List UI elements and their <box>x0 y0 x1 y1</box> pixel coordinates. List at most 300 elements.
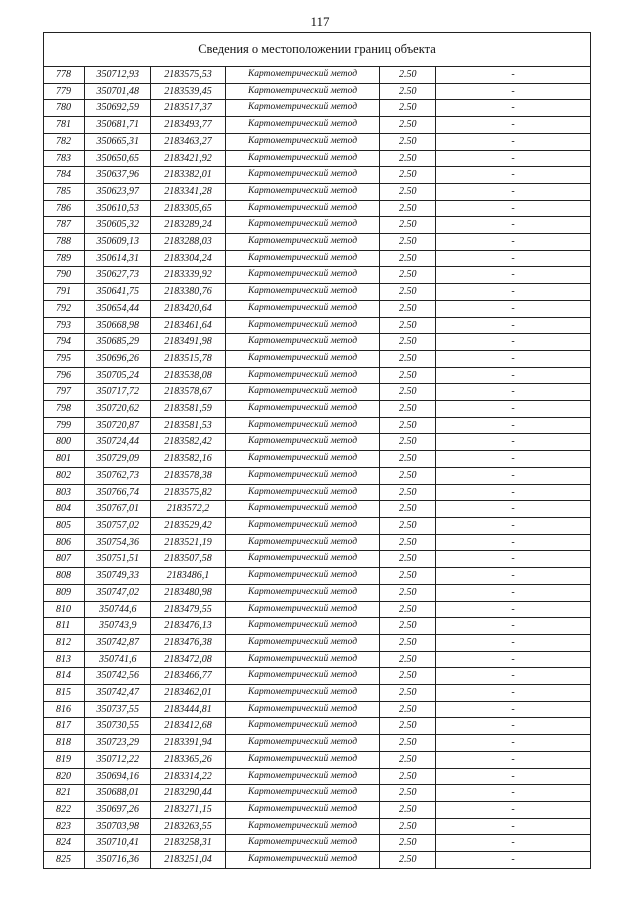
accuracy-cell: 2.50 <box>380 751 436 768</box>
method-cell: Картометрический метод <box>225 601 380 618</box>
x-coordinate-cell: 350724,44 <box>85 434 151 451</box>
y-coordinate-cell: 2183581,59 <box>151 401 225 418</box>
point-number-cell: 781 <box>44 117 85 134</box>
description-cell: - <box>436 83 591 100</box>
description-cell: - <box>436 668 591 685</box>
description-cell: - <box>436 718 591 735</box>
point-number-cell: 803 <box>44 484 85 501</box>
description-cell: - <box>436 785 591 802</box>
description-cell: - <box>436 568 591 585</box>
accuracy-cell: 2.50 <box>380 484 436 501</box>
y-coordinate-cell: 2183515,78 <box>151 350 225 367</box>
x-coordinate-cell: 350614,31 <box>85 250 151 267</box>
x-coordinate-cell: 350627,73 <box>85 267 151 284</box>
y-coordinate-cell: 2183491,98 <box>151 334 225 351</box>
accuracy-cell: 2.50 <box>380 250 436 267</box>
table-row <box>44 250 591 267</box>
description-cell: - <box>436 685 591 702</box>
method-cell: Картометрический метод <box>225 785 380 802</box>
y-coordinate-cell: 2183420,64 <box>151 300 225 317</box>
x-coordinate-cell: 350712,93 <box>85 67 151 84</box>
y-coordinate-cell: 2183290,44 <box>151 785 225 802</box>
description-cell: - <box>436 852 591 869</box>
point-number-cell: 793 <box>44 317 85 334</box>
x-coordinate-cell: 350737,55 <box>85 701 151 718</box>
point-number-cell: 795 <box>44 350 85 367</box>
description-cell: - <box>436 367 591 384</box>
description-cell: - <box>436 150 591 167</box>
point-number-cell: 824 <box>44 835 85 852</box>
x-coordinate-cell: 350710,41 <box>85 835 151 852</box>
point-number-cell: 802 <box>44 467 85 484</box>
description-cell: - <box>436 801 591 818</box>
method-cell: Картометрический метод <box>225 451 380 468</box>
table-row <box>44 668 591 685</box>
accuracy-cell: 2.50 <box>380 668 436 685</box>
accuracy-cell: 2.50 <box>380 601 436 618</box>
table-row <box>44 534 591 551</box>
y-coordinate-cell: 2183578,38 <box>151 467 225 484</box>
method-cell: Картометрический метод <box>225 384 380 401</box>
point-number-cell: 821 <box>44 785 85 802</box>
description-cell: - <box>436 768 591 785</box>
description-cell: - <box>436 534 591 551</box>
point-number-cell: 797 <box>44 384 85 401</box>
y-coordinate-cell: 2183314,22 <box>151 768 225 785</box>
point-number-cell: 811 <box>44 618 85 635</box>
page-number: 117 <box>310 14 330 29</box>
accuracy-cell: 2.50 <box>380 83 436 100</box>
accuracy-cell: 2.50 <box>380 234 436 251</box>
table-row <box>44 785 591 802</box>
method-cell: Картометрический метод <box>225 417 380 434</box>
point-number-cell: 799 <box>44 417 85 434</box>
accuracy-cell: 2.50 <box>380 801 436 818</box>
y-coordinate-cell: 2183271,15 <box>151 801 225 818</box>
point-number-cell: 808 <box>44 568 85 585</box>
table-row <box>44 517 591 534</box>
x-coordinate-cell: 350744,6 <box>85 601 151 618</box>
description-cell: - <box>436 417 591 434</box>
x-coordinate-cell: 350712,22 <box>85 751 151 768</box>
x-coordinate-cell: 350623,97 <box>85 183 151 200</box>
description-cell: - <box>436 501 591 518</box>
y-coordinate-cell: 2183421,92 <box>151 150 225 167</box>
y-coordinate-cell: 2183391,94 <box>151 735 225 752</box>
table-row <box>44 150 591 167</box>
method-cell: Картометрический метод <box>225 183 380 200</box>
accuracy-cell: 2.50 <box>380 367 436 384</box>
method-cell: Картометрический метод <box>225 117 380 134</box>
x-coordinate-cell: 350730,55 <box>85 718 151 735</box>
table-row <box>44 618 591 635</box>
x-coordinate-cell: 350697,26 <box>85 801 151 818</box>
y-coordinate-cell: 2183463,27 <box>151 133 225 150</box>
point-number-cell: 790 <box>44 267 85 284</box>
x-coordinate-cell: 350605,32 <box>85 217 151 234</box>
point-number-cell: 794 <box>44 334 85 351</box>
x-coordinate-cell: 350742,56 <box>85 668 151 685</box>
y-coordinate-cell: 2183493,77 <box>151 117 225 134</box>
x-coordinate-cell: 350743,9 <box>85 618 151 635</box>
y-coordinate-cell: 2183263,55 <box>151 818 225 835</box>
description-cell: - <box>436 401 591 418</box>
description-cell: - <box>436 183 591 200</box>
table-row <box>44 217 591 234</box>
point-number-cell: 817 <box>44 718 85 735</box>
point-number-cell: 784 <box>44 167 85 184</box>
x-coordinate-cell: 350767,01 <box>85 501 151 518</box>
table-row <box>44 735 591 752</box>
x-coordinate-cell: 350654,44 <box>85 300 151 317</box>
description-cell: - <box>436 317 591 334</box>
y-coordinate-cell: 2183412,68 <box>151 718 225 735</box>
accuracy-cell: 2.50 <box>380 835 436 852</box>
x-coordinate-cell: 350681,71 <box>85 117 151 134</box>
description-cell: - <box>436 735 591 752</box>
table-row <box>44 852 591 869</box>
accuracy-cell: 2.50 <box>380 634 436 651</box>
accuracy-cell: 2.50 <box>380 401 436 418</box>
accuracy-cell: 2.50 <box>380 117 436 134</box>
method-cell: Картометрический метод <box>225 768 380 785</box>
accuracy-cell: 2.50 <box>380 785 436 802</box>
table-row <box>44 350 591 367</box>
method-cell: Картометрический метод <box>225 200 380 217</box>
method-cell: Картометрический метод <box>225 234 380 251</box>
y-coordinate-cell: 2183529,42 <box>151 517 225 534</box>
y-coordinate-cell: 2183341,28 <box>151 183 225 200</box>
accuracy-cell: 2.50 <box>380 768 436 785</box>
description-cell: - <box>436 484 591 501</box>
method-cell: Картометрический метод <box>225 618 380 635</box>
accuracy-cell: 2.50 <box>380 618 436 635</box>
point-number-cell: 796 <box>44 367 85 384</box>
description-cell: - <box>436 117 591 134</box>
description-cell: - <box>436 434 591 451</box>
table-title: Сведения о местоположении границ объекта <box>44 33 591 67</box>
x-coordinate-cell: 350747,02 <box>85 584 151 601</box>
table-row <box>44 133 591 150</box>
x-coordinate-cell: 350668,98 <box>85 317 151 334</box>
accuracy-cell: 2.50 <box>380 267 436 284</box>
table-row <box>44 434 591 451</box>
table-row <box>44 384 591 401</box>
method-cell: Картометрический метод <box>225 685 380 702</box>
x-coordinate-cell: 350703,98 <box>85 818 151 835</box>
y-coordinate-cell: 2183575,82 <box>151 484 225 501</box>
table-row <box>44 401 591 418</box>
table-row <box>44 701 591 718</box>
description-cell: - <box>436 67 591 84</box>
accuracy-cell: 2.50 <box>380 584 436 601</box>
x-coordinate-cell: 350694,16 <box>85 768 151 785</box>
table-row <box>44 200 591 217</box>
table-body <box>44 67 591 869</box>
method-cell: Картометрический метод <box>225 167 380 184</box>
table-row <box>44 467 591 484</box>
x-coordinate-cell: 350749,33 <box>85 568 151 585</box>
x-coordinate-cell: 350637,96 <box>85 167 151 184</box>
x-coordinate-cell: 350742,87 <box>85 634 151 651</box>
table-row <box>44 801 591 818</box>
point-number-cell: 810 <box>44 601 85 618</box>
description-cell: - <box>436 701 591 718</box>
method-cell: Картометрический метод <box>225 718 380 735</box>
method-cell: Картометрический метод <box>225 568 380 585</box>
method-cell: Картометрический метод <box>225 651 380 668</box>
x-coordinate-cell: 350641,75 <box>85 284 151 301</box>
point-number-cell: 792 <box>44 300 85 317</box>
table-row <box>44 768 591 785</box>
y-coordinate-cell: 2183466,77 <box>151 668 225 685</box>
table-row <box>44 601 591 618</box>
description-cell: - <box>436 601 591 618</box>
table-row <box>44 267 591 284</box>
table-row <box>44 234 591 251</box>
description-cell: - <box>436 234 591 251</box>
y-coordinate-cell: 2183339,92 <box>151 267 225 284</box>
accuracy-cell: 2.50 <box>380 67 436 84</box>
x-coordinate-cell: 350751,51 <box>85 551 151 568</box>
point-number-cell: 820 <box>44 768 85 785</box>
description-cell: - <box>436 133 591 150</box>
table-row <box>44 67 591 84</box>
method-cell: Картометрический метод <box>225 634 380 651</box>
y-coordinate-cell: 2183476,38 <box>151 634 225 651</box>
description-cell: - <box>436 384 591 401</box>
y-coordinate-cell: 2183289,24 <box>151 217 225 234</box>
accuracy-cell: 2.50 <box>380 718 436 735</box>
table-row <box>44 183 591 200</box>
table-row <box>44 685 591 702</box>
y-coordinate-cell: 2183581,53 <box>151 417 225 434</box>
point-number-cell: 825 <box>44 852 85 869</box>
method-cell: Картометрический метод <box>225 267 380 284</box>
x-coordinate-cell: 350696,26 <box>85 350 151 367</box>
point-number-cell: 787 <box>44 217 85 234</box>
description-cell: - <box>436 334 591 351</box>
y-coordinate-cell: 2183472,08 <box>151 651 225 668</box>
accuracy-cell: 2.50 <box>380 317 436 334</box>
x-coordinate-cell: 350741,6 <box>85 651 151 668</box>
accuracy-cell: 2.50 <box>380 685 436 702</box>
table-row <box>44 651 591 668</box>
accuracy-cell: 2.50 <box>380 150 436 167</box>
x-coordinate-cell: 350723,29 <box>85 735 151 752</box>
accuracy-cell: 2.50 <box>380 300 436 317</box>
accuracy-cell: 2.50 <box>380 501 436 518</box>
point-number-cell: 778 <box>44 67 85 84</box>
x-coordinate-cell: 350688,01 <box>85 785 151 802</box>
point-number-cell: 785 <box>44 183 85 200</box>
accuracy-cell: 2.50 <box>380 417 436 434</box>
x-coordinate-cell: 350701,48 <box>85 83 151 100</box>
point-number-cell: 786 <box>44 200 85 217</box>
method-cell: Картометрический метод <box>225 350 380 367</box>
table-row <box>44 367 591 384</box>
point-number-cell: 798 <box>44 401 85 418</box>
method-cell: Картометрический метод <box>225 67 380 84</box>
table-row <box>44 568 591 585</box>
description-cell: - <box>436 467 591 484</box>
accuracy-cell: 2.50 <box>380 818 436 835</box>
method-cell: Картометрический метод <box>225 751 380 768</box>
y-coordinate-cell: 2183572,2 <box>151 501 225 518</box>
x-coordinate-cell: 350717,72 <box>85 384 151 401</box>
description-cell: - <box>436 651 591 668</box>
x-coordinate-cell: 350720,62 <box>85 401 151 418</box>
description-cell: - <box>436 100 591 117</box>
point-number-cell: 806 <box>44 534 85 551</box>
x-coordinate-cell: 350705,24 <box>85 367 151 384</box>
point-number-cell: 804 <box>44 501 85 518</box>
y-coordinate-cell: 2183462,01 <box>151 685 225 702</box>
point-number-cell: 805 <box>44 517 85 534</box>
description-cell: - <box>436 584 591 601</box>
x-coordinate-cell: 350729,09 <box>85 451 151 468</box>
accuracy-cell: 2.50 <box>380 701 436 718</box>
point-number-cell: 815 <box>44 685 85 702</box>
table-row <box>44 284 591 301</box>
point-number-cell: 822 <box>44 801 85 818</box>
y-coordinate-cell: 2183479,55 <box>151 601 225 618</box>
method-cell: Картометрический метод <box>225 852 380 869</box>
method-cell: Картометрический метод <box>225 668 380 685</box>
accuracy-cell: 2.50 <box>380 434 436 451</box>
x-coordinate-cell: 350762,73 <box>85 467 151 484</box>
point-number-cell: 801 <box>44 451 85 468</box>
x-coordinate-cell: 350754,36 <box>85 534 151 551</box>
table-row <box>44 417 591 434</box>
method-cell: Картометрический метод <box>225 133 380 150</box>
method-cell: Картометрический метод <box>225 401 380 418</box>
point-number-cell: 819 <box>44 751 85 768</box>
accuracy-cell: 2.50 <box>380 852 436 869</box>
point-number-cell: 812 <box>44 634 85 651</box>
y-coordinate-cell: 2183251,04 <box>151 852 225 869</box>
description-cell: - <box>436 451 591 468</box>
method-cell: Картометрический метод <box>225 467 380 484</box>
table-row <box>44 83 591 100</box>
description-cell: - <box>436 300 591 317</box>
y-coordinate-cell: 2183480,98 <box>151 584 225 601</box>
accuracy-cell: 2.50 <box>380 334 436 351</box>
x-coordinate-cell: 350716,36 <box>85 852 151 869</box>
table-title-row <box>44 33 591 67</box>
method-cell: Картометрический метод <box>225 818 380 835</box>
point-number-cell: 779 <box>44 83 85 100</box>
table-row <box>44 451 591 468</box>
accuracy-cell: 2.50 <box>380 517 436 534</box>
accuracy-cell: 2.50 <box>380 534 436 551</box>
x-coordinate-cell: 350650,65 <box>85 150 151 167</box>
y-coordinate-cell: 2183538,08 <box>151 367 225 384</box>
method-cell: Картометрический метод <box>225 317 380 334</box>
point-number-cell: 791 <box>44 284 85 301</box>
point-number-cell: 783 <box>44 150 85 167</box>
y-coordinate-cell: 2183521,19 <box>151 534 225 551</box>
y-coordinate-cell: 2183380,76 <box>151 284 225 301</box>
x-coordinate-cell: 350766,74 <box>85 484 151 501</box>
x-coordinate-cell: 350610,53 <box>85 200 151 217</box>
x-coordinate-cell: 350742,47 <box>85 685 151 702</box>
method-cell: Картометрический метод <box>225 83 380 100</box>
method-cell: Картометрический метод <box>225 150 380 167</box>
description-cell: - <box>436 267 591 284</box>
y-coordinate-cell: 2183578,67 <box>151 384 225 401</box>
description-cell: - <box>436 350 591 367</box>
description-cell: - <box>436 835 591 852</box>
method-cell: Картометрический метод <box>225 334 380 351</box>
y-coordinate-cell: 2183476,13 <box>151 618 225 635</box>
accuracy-cell: 2.50 <box>380 200 436 217</box>
table-row <box>44 835 591 852</box>
accuracy-cell: 2.50 <box>380 735 436 752</box>
y-coordinate-cell: 2183382,01 <box>151 167 225 184</box>
accuracy-cell: 2.50 <box>380 183 436 200</box>
point-number-cell: 816 <box>44 701 85 718</box>
y-coordinate-cell: 2183582,16 <box>151 451 225 468</box>
method-cell: Картометрический метод <box>225 801 380 818</box>
y-coordinate-cell: 2183304,24 <box>151 250 225 267</box>
point-number-cell: 780 <box>44 100 85 117</box>
description-cell: - <box>436 517 591 534</box>
point-number-cell: 823 <box>44 818 85 835</box>
x-coordinate-cell: 350685,29 <box>85 334 151 351</box>
description-cell: - <box>436 551 591 568</box>
table-row <box>44 317 591 334</box>
accuracy-cell: 2.50 <box>380 651 436 668</box>
table-row <box>44 634 591 651</box>
point-number-cell: 814 <box>44 668 85 685</box>
table-row <box>44 551 591 568</box>
point-number-cell: 818 <box>44 735 85 752</box>
accuracy-cell: 2.50 <box>380 551 436 568</box>
method-cell: Картометрический метод <box>225 835 380 852</box>
accuracy-cell: 2.50 <box>380 384 436 401</box>
x-coordinate-cell: 350609,13 <box>85 234 151 251</box>
method-cell: Картометрический метод <box>225 501 380 518</box>
table-row <box>44 334 591 351</box>
y-coordinate-cell: 2183539,45 <box>151 83 225 100</box>
accuracy-cell: 2.50 <box>380 350 436 367</box>
description-cell: - <box>436 618 591 635</box>
table-row <box>44 584 591 601</box>
table-row <box>44 818 591 835</box>
method-cell: Картометрический метод <box>225 300 380 317</box>
accuracy-cell: 2.50 <box>380 451 436 468</box>
boundary-coordinates-table <box>43 32 591 869</box>
y-coordinate-cell: 2183507,58 <box>151 551 225 568</box>
point-number-cell: 800 <box>44 434 85 451</box>
accuracy-cell: 2.50 <box>380 284 436 301</box>
y-coordinate-cell: 2183517,37 <box>151 100 225 117</box>
description-cell: - <box>436 200 591 217</box>
table-row <box>44 751 591 768</box>
point-number-cell: 789 <box>44 250 85 267</box>
y-coordinate-cell: 2183582,42 <box>151 434 225 451</box>
point-number-cell: 788 <box>44 234 85 251</box>
table-row <box>44 117 591 134</box>
table-row <box>44 167 591 184</box>
description-cell: - <box>436 818 591 835</box>
point-number-cell: 813 <box>44 651 85 668</box>
y-coordinate-cell: 2183486,1 <box>151 568 225 585</box>
method-cell: Картометрический метод <box>225 484 380 501</box>
accuracy-cell: 2.50 <box>380 133 436 150</box>
table-row <box>44 484 591 501</box>
